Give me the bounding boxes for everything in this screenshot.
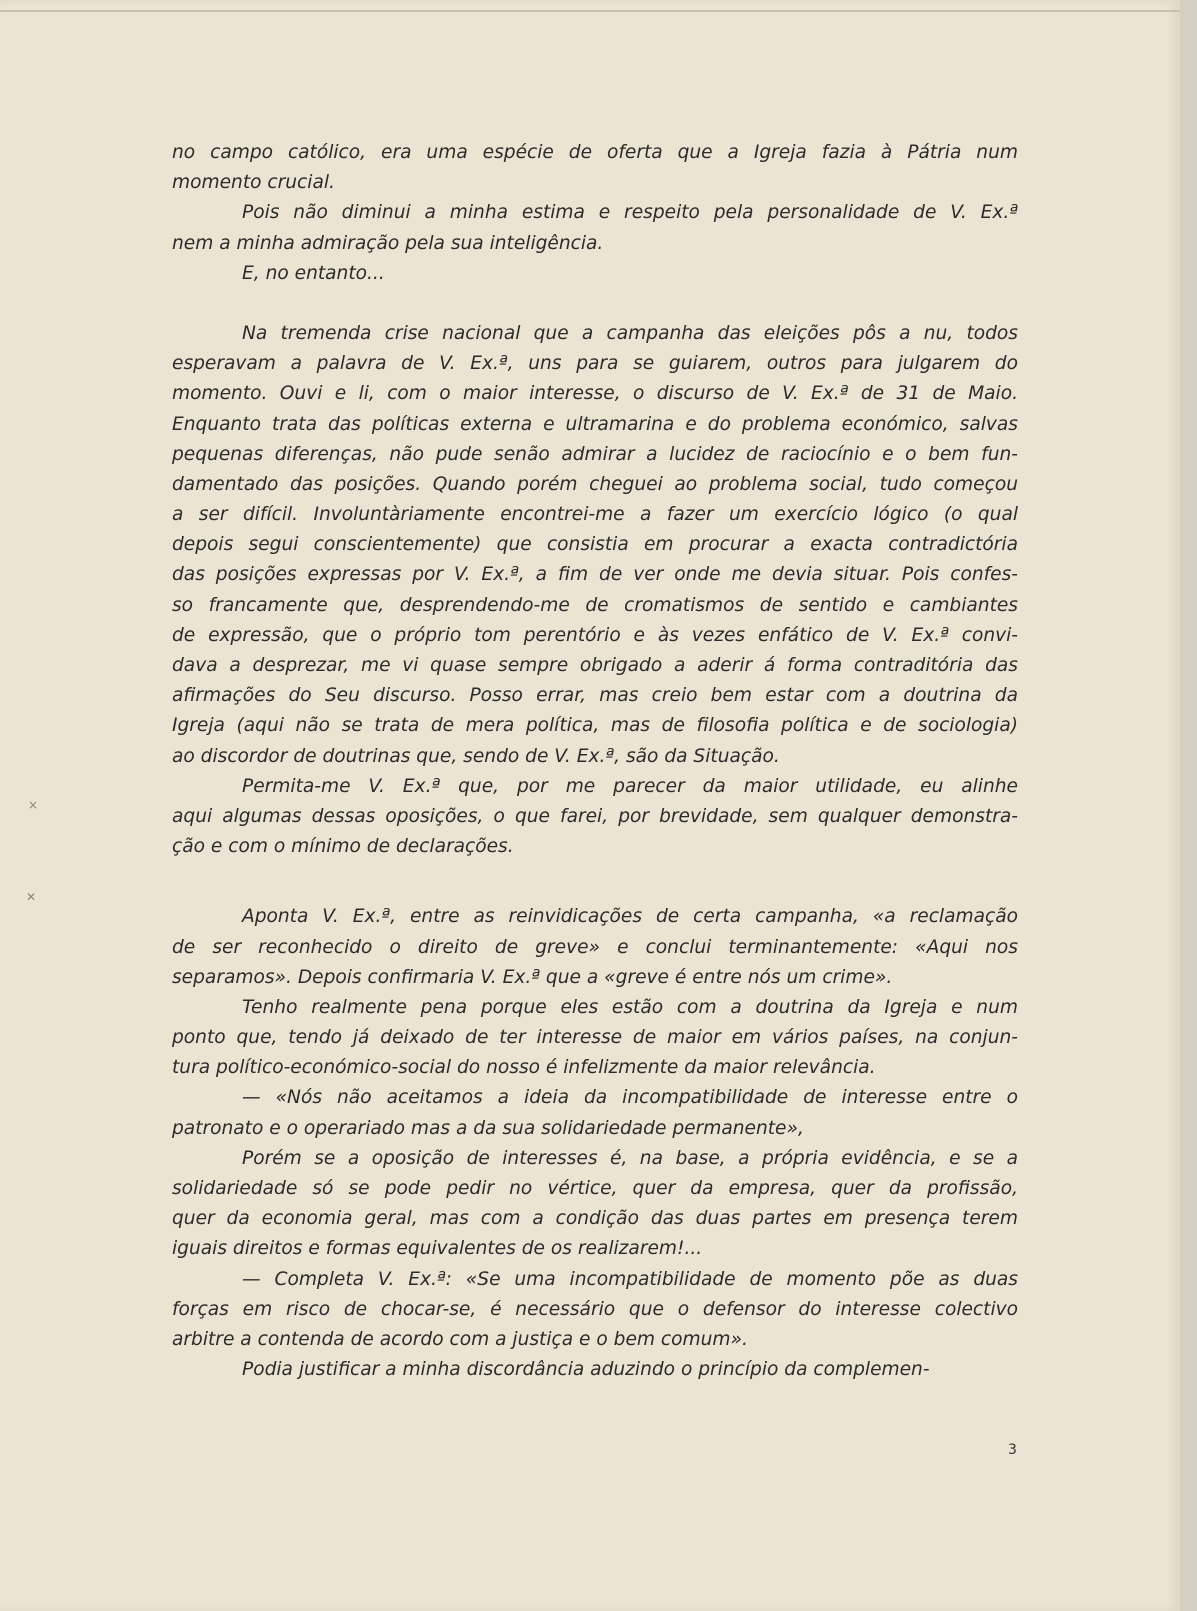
paragraph	[172, 1083, 1018, 1143]
text-line: nem a minha admiração pela sua inteligência.	[172, 232, 604, 254]
text-line: — Completa V. Ex.ª: «Se uma incompatibilidade de momento põe as duas	[242, 1268, 1018, 1290]
text-line: patronato e o operariado mas a da sua solidariedade permanente»,	[172, 1117, 804, 1139]
section-gap	[172, 862, 1018, 902]
margin-mark: ✕	[26, 890, 37, 904]
text-line: tura político-económico-social do nosso é infelizmente da maior relevância.	[172, 1057, 876, 1079]
paragraph	[172, 198, 1018, 258]
text-line: de expressão, que o próprio tom perentório e às vezes enfático de V. Ex.ª convi-	[172, 624, 1018, 646]
text-line: Podia justificar a minha discordância aduzindo o princípio da complemen-	[242, 1359, 930, 1381]
text-line: Pois não diminui a minha estima e respeito pela personalidade de V. Ex.ª	[242, 202, 1018, 224]
text-line: Permita-me V. Ex.ª que, por me parecer da maior utilidade, eu alinhe	[242, 775, 1018, 797]
text-line: Igreja (aqui não se trata de mera política, mas de filosofia política e de sociologia)	[172, 715, 1018, 737]
text-line: ção e com o mínimo de declarações.	[172, 836, 514, 858]
paragraph	[172, 1265, 1018, 1356]
text-line: — «Nós não aceitamos a ideia da incompatibilidade de interesse entre o	[242, 1087, 1018, 1109]
text-line: a ser difícil. Involuntàriamente encontrei-me a fazer um exercício lógico (o qual	[172, 504, 1018, 526]
paragraph	[172, 319, 1018, 772]
text-line: pequenas diferenças, não pude senão admirar a lucidez de raciocínio e o bem fun-	[172, 443, 1018, 465]
text-line: damentado das posições. Quando porém cheguei ao problema social, tudo começou	[172, 473, 1018, 495]
margin-mark: ×	[28, 798, 39, 812]
text-line: Na tremenda crise nacional que a campanha das eleições pôs a nu, todos	[242, 322, 1018, 344]
text-line: das posições expressas por V. Ex.ª, a fim de ver onde me devia situar. Pois confes-	[172, 564, 1018, 586]
text-line: so francamente que, desprendendo-me de cromatismos de sentido e cambiantes	[172, 594, 1018, 616]
page-number: 3	[1008, 1442, 1017, 1458]
text-line: quer da economia geral, mas com a condição das duas partes em presença terem	[172, 1208, 1018, 1230]
text-line: Porém se a oposição de interesses é, na base, a própria evidência, e se a	[242, 1147, 1018, 1169]
text-line: afirmações do Seu discurso. Posso errar, mas creio bem estar com a doutrina da	[172, 685, 1018, 707]
text-line: dava a desprezar, me vi quase sempre obrigado a aderir á forma contraditória das	[172, 655, 1018, 676]
paragraph	[172, 993, 1018, 1084]
text-line: separamos». Depois confirmaria V. Ex.ª que a «greve é entre nós um crime».	[172, 966, 893, 988]
text-line: solidariedade só se pode pedir no vértice, quer da empresa, quer da profissão,	[172, 1178, 1018, 1199]
text-line: no campo católico, era uma espécie de oferta que a Igreja fazia à Pátria num	[172, 142, 1018, 163]
text-line: momento. Ouvi e li, com o maior interesse, o discurso de V. Ex.ª de 31 de Maio.	[172, 383, 1018, 405]
text-line: arbitre a contenda de acordo com a justiça e o bem comum».	[172, 1328, 748, 1350]
text-line: esperavam a palavra de V. Ex.ª, uns para se guiarem, outros para julgarem do	[172, 353, 1018, 375]
text-line: momento crucial.	[172, 172, 335, 194]
body-text	[172, 138, 1018, 1385]
paragraph	[172, 902, 1018, 993]
text-line: Enquanto trata das políticas externa e ultramarina e do problema económico, salvas	[172, 413, 1018, 435]
text-line: iguais direitos e formas equivalentes de os realizarem!...	[172, 1238, 703, 1260]
paragraph-gap	[172, 289, 1018, 319]
text-line: depois segui conscientemente) que consistia em procurar a exacta contradictória	[172, 534, 1018, 556]
text-line: ponto que, tendo já deixado de ter interesse de maior em vários países, na conjun-	[172, 1027, 1018, 1049]
text-line: Tenho realmente pena porque eles estão com a doutrina da Igreja e num	[242, 996, 1018, 1018]
paragraph	[172, 138, 1018, 198]
text-line: de ser reconhecido o direito de greve» e conclui terminantemente: «Aqui nos	[172, 936, 1018, 958]
paragraph	[172, 772, 1018, 863]
text-line: Aponta V. Ex.ª, entre as reinvidicações de certa campanha, «a reclamação	[242, 906, 1018, 928]
background-strip	[1180, 0, 1197, 1611]
paragraph	[172, 1144, 1018, 1265]
text-line: ao discordor de doutrinas que, sendo de V. Ex.ª, são da Situação.	[172, 745, 780, 767]
text-line: E, no entanto...	[242, 262, 385, 284]
paragraph	[172, 259, 1018, 289]
paragraph	[172, 1355, 1018, 1385]
text-line: aqui algumas dessas oposições, o que farei, por brevidade, sem qualquer demonstra-	[172, 805, 1018, 827]
page-top-edge	[0, 10, 1180, 12]
text-line: forças em risco de chocar-se, é necessário que o defensor do interesse colectivo	[172, 1298, 1018, 1320]
